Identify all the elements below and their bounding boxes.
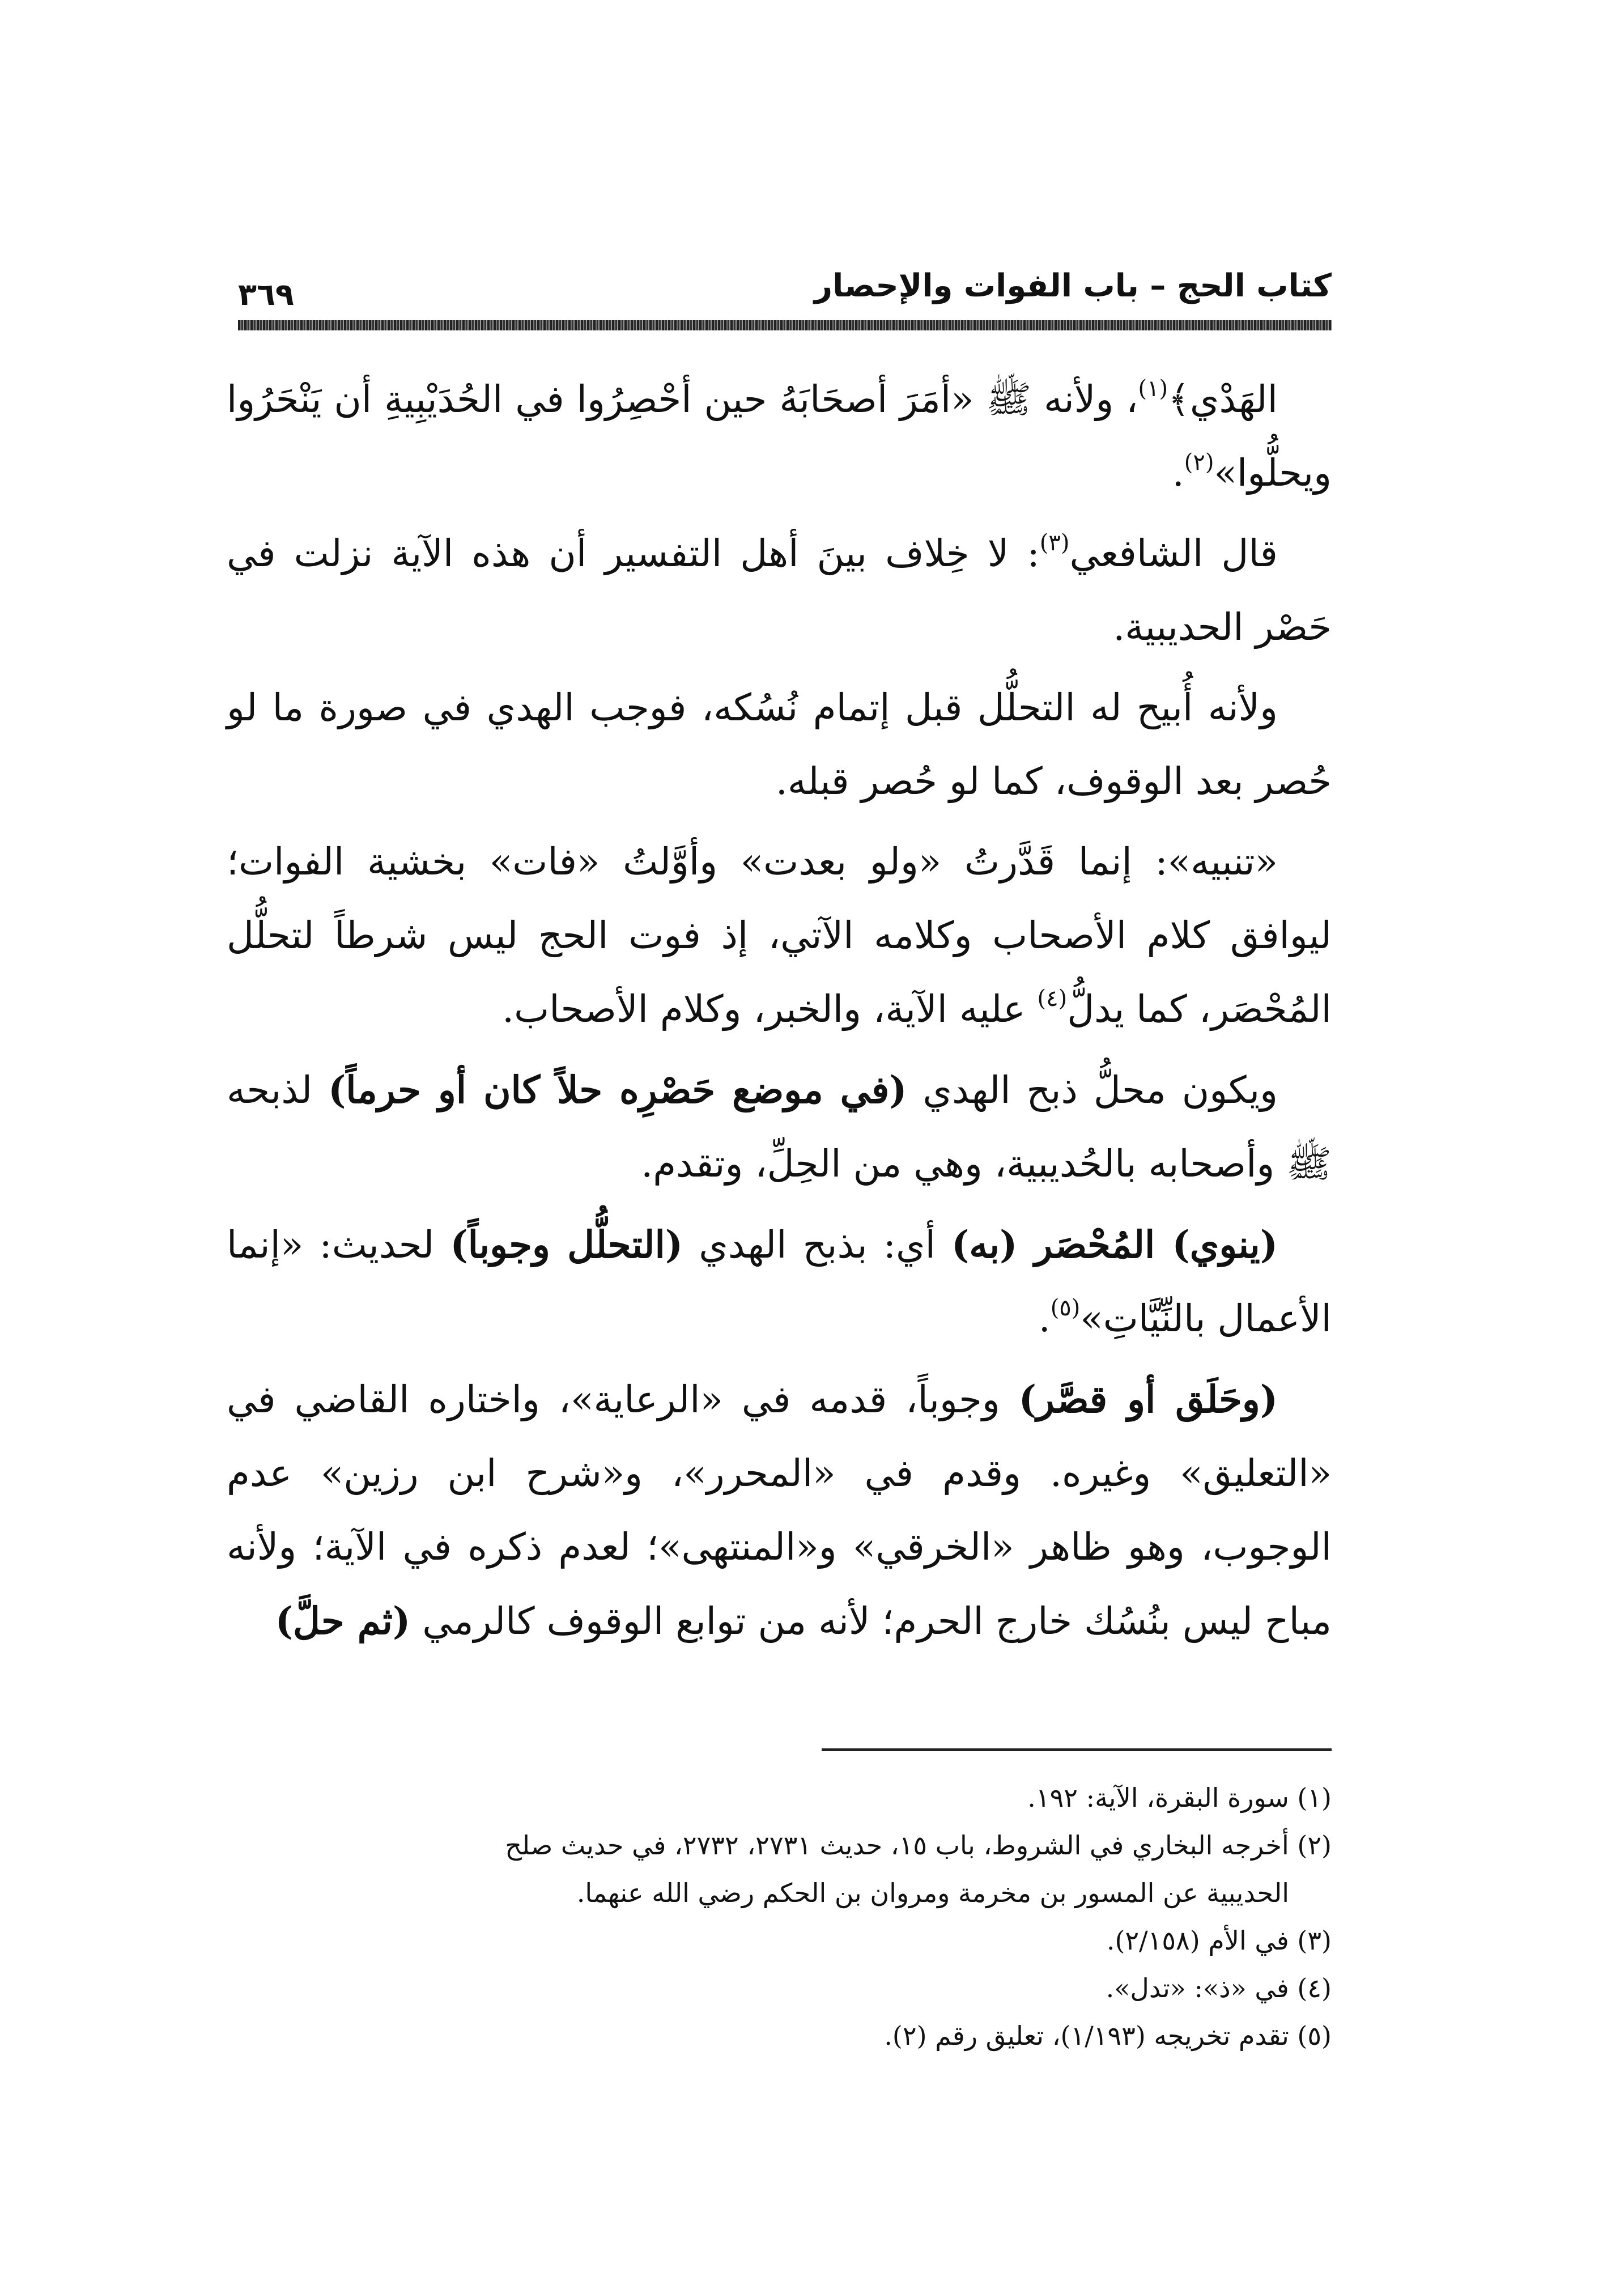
- header-title: كتاب الحج – باب الفوات والإحصار: [814, 267, 1332, 304]
- p6-text-b: لحديث: «إنما الأعمال بالنِّيَّاتِ»: [227, 1223, 1332, 1340]
- p5-text-a: ويكون محلُّ ذبح الهدي: [907, 1068, 1278, 1112]
- p6-text-a: أي: بذبح الهدي: [683, 1223, 952, 1267]
- p4-text-b: عليه الآية، والخبر، وكلام الأصحاب.: [502, 987, 1038, 1031]
- paragraph-3: ولأنه أُبيح له التحلُّل قبل إتمام نُسُكه، فوجب الهدي في صورة ما لو حُصر بعد الوقوف، كما لو حُصر قبله.: [227, 686, 1332, 803]
- p1-text-a: الهَدْي﴾: [1168, 377, 1278, 421]
- footnote-2: (٢) أخرجه البخاري في الشروط، باب ١٥، حديث ٢٧٣١، ٢٧٣٢، في حديث صلح: [505, 1830, 1332, 1861]
- footnotes: [215, 1774, 1332, 2060]
- p1-text-b: ، ولأنه ﷺ «أمَرَ أصحَابَهُ حين أحْصِرُوا في الحُدَيْبِيةِ أن يَنْحَرُوا ويحلُّوا»: [227, 377, 1332, 495]
- footnote-ref-4: (٤): [1037, 986, 1068, 1012]
- main-text: [227, 363, 1332, 1665]
- header-rule: [238, 320, 1332, 330]
- footnote-3: (٣) في الأم (٢/١٥٨).: [1106, 1925, 1332, 1956]
- p6-bold-a: (ينوي) المُحْصَر (به): [951, 1222, 1278, 1267]
- p2-text-a: قال الشافعي: [1069, 532, 1278, 575]
- footnote-ref-2: (٢): [1184, 449, 1214, 475]
- p6-bold-b: (التحلُّل وجوباً): [450, 1222, 683, 1267]
- p7-bold-a: (وحَلَق أو قصَّر): [1018, 1377, 1278, 1421]
- paragraph-1: [227, 363, 1332, 510]
- paragraph-4: [227, 825, 1332, 1046]
- p1-text-c: .: [1172, 451, 1184, 495]
- footnote-1: (١) سورة البقرة، الآية: ١٩٢.: [1027, 1782, 1332, 1813]
- p4-text-a: «تنبيه»: إنما قَدَّرتُ «ولو بعدت» وأوَّلتُ «فات» بخشية الفوات؛ ليوافق كلام الأصحاب وكلامه الآتي، إذ فوت الحج ليس شرطاً لتحلُّل المُحْصَر، كما يدلُّ: [227, 840, 1332, 1031]
- footnote-2-continued: الحديبية عن المسور بن مخرمة ومروان بن الحكم رضي الله عنهما.: [576, 1878, 1289, 1908]
- paragraph-7: [227, 1362, 1332, 1658]
- footnote-ref-1: (١): [1138, 376, 1168, 402]
- paragraph-6: [227, 1208, 1332, 1356]
- p2-text-b: : لا خِلاف بينَ أهل التفسير أن هذه الآية نزلت في حَصْر الحديبية.: [227, 532, 1332, 649]
- footnote-ref-3: (٣): [1039, 530, 1070, 556]
- footnote-ref-5: (٥): [1050, 1295, 1081, 1321]
- footnote-4: (٤) في «ذ»: «تدل».: [1106, 1973, 1332, 2003]
- running-header: [238, 264, 1332, 312]
- paragraph-5: [227, 1053, 1332, 1201]
- footnote-5: (٥) تقدم تخريجه (١/١٩٣)، تعليق رقم (٢).: [884, 2020, 1332, 2051]
- paragraph-2: [227, 517, 1332, 664]
- p6-text-c: .: [1038, 1297, 1051, 1340]
- p5-text-b: لذبحه ﷺ وأصحابه بالحُديبية، وهي من الحِلِّ، وتقدم.: [227, 1068, 1332, 1186]
- footnote-separator: [822, 1748, 1332, 1751]
- p7-text-a: وجوباً، قدمه في «الرعاية»، واختاره القاضي في «التعليق» وغيره. وقدم في «المحرر»، و«شرح ابن رزين» عدم الوجوب، وهو ظاهر «الخرقي» و«المنتهى»؛ لعدم ذكره في الآية؛ ولأنه مباح ليس بنُسُك خارج الحرم؛ لأنه من توابع الوقوف كالرمي: [227, 1378, 1332, 1643]
- page-number: ٣٦٩: [238, 277, 294, 312]
- p5-bold-a: (في موضع حَصْرِه حلاً كان أو حرماً): [328, 1068, 907, 1112]
- p7-bold-b: (ثم حلَّ): [275, 1599, 411, 1643]
